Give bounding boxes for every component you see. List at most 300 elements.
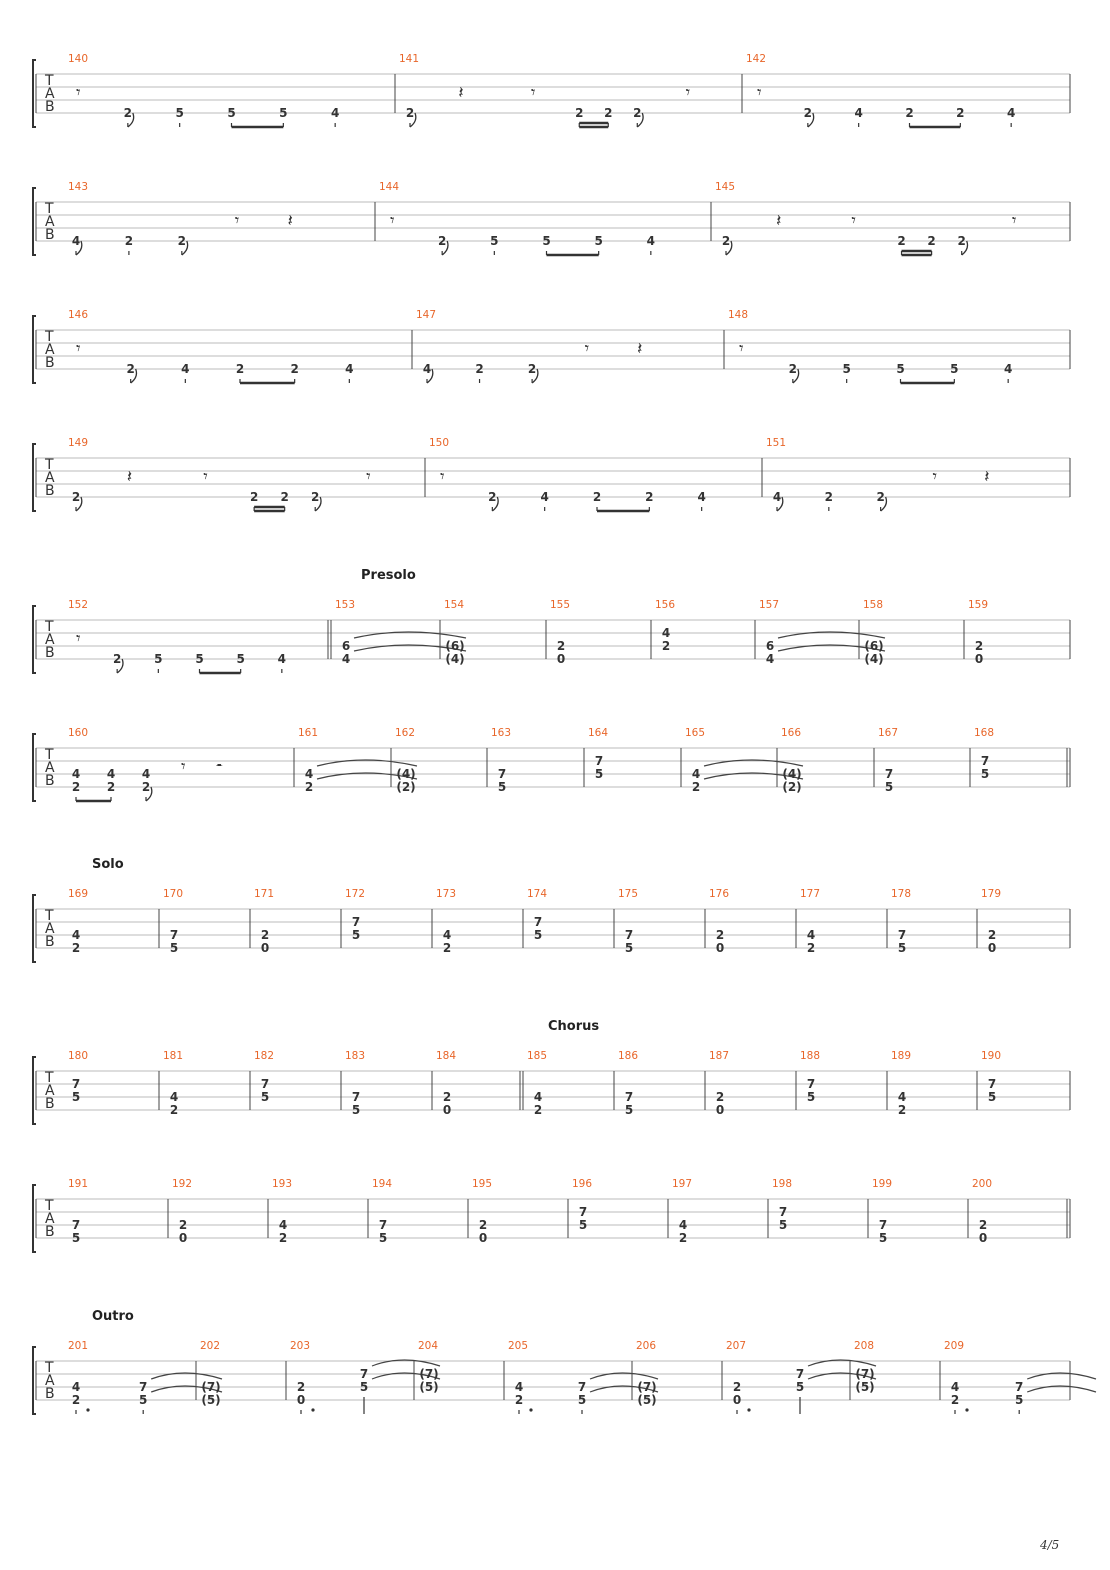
fret-number: 5 bbox=[987, 1090, 997, 1104]
fret-number: 7 bbox=[795, 1367, 805, 1381]
rest-symbol: 𝄾 bbox=[584, 339, 590, 359]
rest-symbol: 𝄾 bbox=[181, 757, 186, 777]
fret-number: 0 bbox=[715, 1103, 725, 1117]
fret-number: 7 bbox=[351, 1090, 361, 1104]
fret-number: (6) bbox=[445, 639, 465, 653]
tab-clef-letter: A bbox=[45, 214, 55, 230]
fret-number: 2 bbox=[905, 106, 914, 120]
measure-number: 193 bbox=[272, 1178, 293, 1190]
measure-number: 167 bbox=[878, 727, 899, 739]
measure-number: 207 bbox=[726, 1340, 747, 1352]
fret-number: (5) bbox=[419, 1380, 439, 1394]
section-label: Presolo bbox=[361, 568, 416, 583]
fret-number: 2 bbox=[897, 234, 906, 248]
tab-clef-letter: T bbox=[45, 747, 54, 763]
fret-number: 2 bbox=[987, 928, 997, 942]
fret-number: 4 bbox=[950, 1380, 960, 1394]
fret-number: 7 bbox=[778, 1205, 788, 1219]
measure-number: 209 bbox=[944, 1340, 965, 1352]
fret-number: 4 bbox=[71, 928, 81, 942]
fret-number: 7 bbox=[71, 1218, 81, 1232]
fret-number: 7 bbox=[897, 928, 907, 942]
fret-number: 5 bbox=[533, 928, 543, 942]
fret-number: 5 bbox=[594, 767, 604, 781]
rest-symbol: 𝄾 bbox=[203, 467, 208, 487]
fret-number: 2 bbox=[806, 941, 816, 955]
fret-number: 2 bbox=[956, 106, 965, 120]
fret-number: 2 bbox=[645, 490, 654, 504]
measure-number: 168 bbox=[974, 727, 995, 739]
fret-number: 2 bbox=[235, 362, 245, 376]
fret-number: 4 bbox=[341, 652, 351, 666]
fret-number: 2 bbox=[178, 1218, 188, 1232]
tab-clef-letter: B bbox=[45, 99, 55, 115]
measure-number: 155 bbox=[550, 599, 571, 611]
fret-number: (2) bbox=[782, 780, 802, 794]
fret-number: 7 bbox=[378, 1218, 388, 1232]
measure-number: 144 bbox=[379, 181, 400, 193]
tab-clef-letter: A bbox=[45, 1083, 55, 1099]
fret-number: 0 bbox=[556, 652, 566, 666]
fret-number: 2 bbox=[788, 362, 798, 376]
fret-number: 5 bbox=[542, 234, 551, 248]
fret-number: 7 bbox=[577, 1380, 587, 1394]
measure-number: 204 bbox=[418, 1340, 439, 1352]
measure-number: 151 bbox=[766, 437, 787, 449]
fret-number: 4 bbox=[141, 767, 151, 781]
rest-symbol: 𝄾 bbox=[757, 83, 762, 103]
tab-clef-letter: T bbox=[45, 1198, 54, 1214]
section-label: Outro bbox=[92, 1309, 134, 1324]
fret-number: 7 bbox=[980, 754, 990, 768]
measure-number: 183 bbox=[345, 1050, 366, 1062]
fret-number: 7 bbox=[578, 1205, 588, 1219]
fret-number: 5 bbox=[1015, 1393, 1024, 1407]
measure-number: 158 bbox=[863, 599, 884, 611]
fret-number: 2 bbox=[514, 1393, 524, 1407]
fret-number: 5 bbox=[980, 767, 990, 781]
fret-number: 2 bbox=[260, 928, 270, 942]
measure-number: 195 bbox=[472, 1178, 493, 1190]
measure-number: 191 bbox=[68, 1178, 89, 1190]
fret-number: 7 bbox=[1015, 1380, 1024, 1394]
fret-number: 2 bbox=[112, 652, 122, 666]
fret-number: 5 bbox=[359, 1380, 369, 1394]
fret-number: 2 bbox=[533, 1103, 543, 1117]
fret-number: 4 bbox=[169, 1090, 179, 1104]
fret-number: 5 bbox=[71, 1231, 81, 1245]
fret-number: 4 bbox=[678, 1218, 688, 1232]
fret-number: 0 bbox=[478, 1231, 488, 1245]
tab-clef-letter: A bbox=[45, 1373, 55, 1389]
fret-number: 2 bbox=[974, 639, 984, 653]
fret-number: (5) bbox=[201, 1393, 221, 1407]
measure-number: 148 bbox=[728, 309, 749, 321]
fret-number: 4 bbox=[765, 652, 775, 666]
fret-number: 2 bbox=[177, 234, 186, 248]
fret-number: 5 bbox=[279, 106, 288, 120]
measure-number: 196 bbox=[572, 1178, 593, 1190]
fret-number: 5 bbox=[490, 234, 499, 248]
fret-number: 7 bbox=[884, 767, 894, 781]
measure-number: 145 bbox=[715, 181, 736, 193]
fret-number: 2 bbox=[126, 362, 135, 376]
page-number: 4/5 bbox=[1040, 1538, 1060, 1552]
tab-clef-letter: A bbox=[45, 760, 55, 776]
measure-number: 194 bbox=[372, 1178, 393, 1190]
fret-number: 2 bbox=[123, 106, 133, 120]
measure-number: 156 bbox=[655, 599, 676, 611]
fret-number: 4 bbox=[533, 1090, 543, 1104]
fret-number: 7 bbox=[260, 1077, 270, 1091]
fret-number: 4 bbox=[442, 928, 452, 942]
fret-number: 4 bbox=[304, 767, 314, 781]
fret-number: 4 bbox=[772, 490, 782, 504]
rest-symbol: 𝄾 bbox=[685, 83, 691, 103]
fret-number: 5 bbox=[351, 928, 361, 942]
tab-clef-letter: T bbox=[45, 329, 54, 345]
fret-number: 5 bbox=[260, 1090, 270, 1104]
tab-clef-letter: T bbox=[45, 73, 54, 89]
rest-symbol: 𝄽 bbox=[458, 83, 464, 103]
measure-number: 149 bbox=[68, 437, 89, 449]
measure-number: 170 bbox=[163, 888, 184, 900]
fret-number: (7) bbox=[855, 1367, 875, 1381]
fret-number: 2 bbox=[437, 234, 447, 248]
fret-number: 7 bbox=[624, 928, 634, 942]
rest-symbol: 𝄾 bbox=[932, 467, 937, 487]
rest-symbol: 𝄾 bbox=[530, 83, 536, 103]
tab-clef-letter: B bbox=[45, 1386, 55, 1402]
fret-number: 0 bbox=[260, 941, 270, 955]
augmentation-dot bbox=[529, 1408, 532, 1411]
measure-number: 157 bbox=[759, 599, 780, 611]
tab-clef-letter: T bbox=[45, 908, 54, 924]
fret-number: 7 bbox=[169, 928, 179, 942]
fret-number: 2 bbox=[957, 234, 966, 248]
measure-number: 165 bbox=[685, 727, 706, 739]
fret-number: (4) bbox=[445, 652, 465, 666]
tab-clef-letter: T bbox=[45, 457, 54, 473]
fret-number: 5 bbox=[351, 1103, 361, 1117]
fret-number: 4 bbox=[697, 490, 706, 504]
fret-number: 2 bbox=[71, 780, 81, 794]
measure-number: 208 bbox=[854, 1340, 875, 1352]
rest-symbol: 𝄾 bbox=[390, 211, 395, 231]
fret-number: 6 bbox=[765, 639, 775, 653]
fret-number: 2 bbox=[169, 1103, 179, 1117]
fret-number: 4 bbox=[71, 1380, 81, 1394]
fret-number: 2 bbox=[442, 1090, 452, 1104]
fret-number: 4 bbox=[422, 362, 432, 376]
fret-number: 7 bbox=[806, 1077, 816, 1091]
fret-number: 2 bbox=[488, 490, 497, 504]
fret-number: 5 bbox=[950, 362, 959, 376]
fret-number: 2 bbox=[106, 780, 116, 794]
tab-clef-letter: T bbox=[45, 201, 54, 217]
measure-number: 202 bbox=[200, 1340, 221, 1352]
rest-symbol: 𝄽 bbox=[287, 211, 293, 231]
fret-number: 5 bbox=[497, 780, 507, 794]
tab-clef-letter: A bbox=[45, 632, 55, 648]
fret-number: 5 bbox=[897, 941, 907, 955]
measure-number: 141 bbox=[399, 53, 420, 65]
fret-number: 7 bbox=[139, 1380, 148, 1394]
measure-number: 180 bbox=[68, 1050, 89, 1062]
fret-number: 0 bbox=[178, 1231, 188, 1245]
augmentation-dot bbox=[965, 1408, 968, 1411]
measure-number: 164 bbox=[588, 727, 609, 739]
augmentation-dot bbox=[86, 1408, 89, 1411]
measure-number: 201 bbox=[68, 1340, 89, 1352]
fret-number: 2 bbox=[678, 1231, 688, 1245]
fret-number: 7 bbox=[497, 767, 507, 781]
fret-number: 0 bbox=[715, 941, 725, 955]
fret-number: 2 bbox=[405, 106, 415, 120]
fret-number: 2 bbox=[575, 106, 584, 120]
measure-number: 159 bbox=[968, 599, 989, 611]
tab-clef-letter: T bbox=[45, 619, 54, 635]
measure-number: 184 bbox=[436, 1050, 457, 1062]
fret-number: 4 bbox=[691, 767, 701, 781]
fret-number: 4 bbox=[854, 106, 863, 120]
fret-number: 2 bbox=[124, 234, 134, 248]
fret-number: 2 bbox=[604, 106, 613, 120]
fret-number: 4 bbox=[278, 1218, 288, 1232]
fret-number: 2 bbox=[927, 234, 936, 248]
tab-clef-letter: B bbox=[45, 355, 55, 371]
fret-number: 2 bbox=[290, 362, 299, 376]
fret-number: 5 bbox=[71, 1090, 81, 1104]
fret-number: 5 bbox=[236, 652, 245, 666]
fret-number: 5 bbox=[169, 941, 179, 955]
tab-clef-letter: A bbox=[45, 921, 55, 937]
fret-number: 4 bbox=[806, 928, 816, 942]
fret-number: 5 bbox=[896, 362, 905, 376]
fret-number: 5 bbox=[139, 1393, 148, 1407]
rest-symbol: 𝄾 bbox=[234, 211, 240, 231]
fret-number: 5 bbox=[578, 1218, 588, 1232]
tab-clef-letter: B bbox=[45, 1096, 55, 1112]
augmentation-dot bbox=[747, 1408, 750, 1411]
measure-number: 178 bbox=[891, 888, 912, 900]
measure-number: 188 bbox=[800, 1050, 821, 1062]
fret-number: 5 bbox=[378, 1231, 388, 1245]
fret-number: 2 bbox=[592, 490, 602, 504]
measure-number: 173 bbox=[436, 888, 457, 900]
augmentation-dot bbox=[311, 1408, 314, 1411]
measure-number: 152 bbox=[68, 599, 89, 611]
fret-number: 2 bbox=[71, 1393, 81, 1407]
measure-number: 187 bbox=[709, 1050, 730, 1062]
measure-number: 172 bbox=[345, 888, 366, 900]
measure-number: 185 bbox=[527, 1050, 548, 1062]
fret-number: 4 bbox=[106, 767, 116, 781]
fret-number: 2 bbox=[978, 1218, 988, 1232]
measure-number: 206 bbox=[636, 1340, 657, 1352]
fret-number: (5) bbox=[855, 1380, 875, 1394]
rest-symbol: 𝄽 bbox=[984, 467, 990, 487]
fret-number: 7 bbox=[987, 1077, 997, 1091]
fret-number: 4 bbox=[897, 1090, 907, 1104]
tab-clef-letter: A bbox=[45, 86, 55, 102]
fret-number: 2 bbox=[556, 639, 566, 653]
measure-number: 161 bbox=[298, 727, 319, 739]
fret-number: 2 bbox=[721, 234, 731, 248]
fret-number: (7) bbox=[419, 1367, 439, 1381]
fret-number: 0 bbox=[732, 1393, 742, 1407]
fret-number: 2 bbox=[633, 106, 642, 120]
fret-number: 4 bbox=[71, 234, 81, 248]
fret-number: 4 bbox=[277, 652, 287, 666]
tab-clef-letter: T bbox=[45, 1070, 54, 1086]
measure-number: 175 bbox=[618, 888, 639, 900]
fret-number: 2 bbox=[311, 490, 320, 504]
fret-number: 7 bbox=[351, 915, 361, 929]
fret-number: 5 bbox=[624, 941, 634, 955]
fret-number: 2 bbox=[475, 362, 484, 376]
fret-number: 2 bbox=[527, 362, 537, 376]
fret-number: 5 bbox=[227, 106, 236, 120]
fret-number: 5 bbox=[778, 1218, 788, 1232]
measure-number: 203 bbox=[290, 1340, 311, 1352]
measure-number: 143 bbox=[68, 181, 89, 193]
fret-number: 7 bbox=[71, 1077, 81, 1091]
rest-symbol: 𝄾 bbox=[76, 83, 81, 103]
fret-number: (7) bbox=[201, 1380, 221, 1394]
rest-symbol: 𝄾 bbox=[440, 467, 445, 487]
rest-symbol: 𝄾 bbox=[366, 467, 371, 487]
fret-number: 4 bbox=[540, 490, 549, 504]
fret-number: 5 bbox=[884, 780, 894, 794]
fret-number: 5 bbox=[795, 1380, 805, 1394]
fret-number: 5 bbox=[806, 1090, 816, 1104]
measure-number: 146 bbox=[68, 309, 89, 321]
tab-clef-letter: B bbox=[45, 934, 55, 950]
rest-symbol: 𝄾 bbox=[1011, 211, 1017, 231]
rest-symbol: 𝄾 bbox=[76, 339, 81, 359]
measure-number: 197 bbox=[672, 1178, 693, 1190]
rest-symbol: 𝄽 bbox=[637, 339, 643, 359]
measure-number: 186 bbox=[618, 1050, 639, 1062]
measure-number: 174 bbox=[527, 888, 548, 900]
fret-number: 4 bbox=[646, 234, 656, 248]
measure-number: 189 bbox=[891, 1050, 912, 1062]
tab-clef-letter: A bbox=[45, 470, 55, 486]
fret-number: 2 bbox=[950, 1393, 960, 1407]
fret-number: 4 bbox=[345, 362, 354, 376]
measure-number: 163 bbox=[491, 727, 512, 739]
fret-number: 4 bbox=[514, 1380, 524, 1394]
measure-number: 160 bbox=[68, 727, 89, 739]
measure-number: 147 bbox=[416, 309, 437, 321]
fret-number: 5 bbox=[175, 106, 184, 120]
measure-number: 140 bbox=[68, 53, 89, 65]
tab-clef-letter: B bbox=[45, 773, 55, 789]
measure-number: 171 bbox=[254, 888, 275, 900]
fret-number: 7 bbox=[359, 1367, 369, 1381]
fret-number: 2 bbox=[296, 1380, 306, 1394]
fret-number: 6 bbox=[341, 639, 351, 653]
fret-number: 7 bbox=[624, 1090, 634, 1104]
fret-number: 5 bbox=[195, 652, 204, 666]
fret-number: 2 bbox=[249, 490, 259, 504]
fret-number: 2 bbox=[897, 1103, 907, 1117]
fret-number: 5 bbox=[594, 234, 603, 248]
measure-number: 176 bbox=[709, 888, 730, 900]
tab-clef-letter: B bbox=[45, 227, 55, 243]
tab-clef-letter: A bbox=[45, 1211, 55, 1227]
rest-symbol: 𝄽 bbox=[776, 211, 782, 231]
rest-symbol: 𝄾 bbox=[739, 339, 744, 359]
measure-number: 153 bbox=[335, 599, 356, 611]
fret-number: 7 bbox=[878, 1218, 888, 1232]
fret-number: 5 bbox=[878, 1231, 888, 1245]
section-label: Chorus bbox=[548, 1019, 600, 1034]
measure-number: 198 bbox=[772, 1178, 793, 1190]
fret-number: 2 bbox=[803, 106, 813, 120]
measure-number: 190 bbox=[981, 1050, 1002, 1062]
fret-number: 2 bbox=[71, 490, 81, 504]
fret-number: 2 bbox=[661, 639, 671, 653]
fret-number: 7 bbox=[594, 754, 604, 768]
fret-number: 2 bbox=[304, 780, 314, 794]
fret-number: (4) bbox=[864, 652, 884, 666]
measure-number: 192 bbox=[172, 1178, 193, 1190]
fret-number: 4 bbox=[661, 626, 671, 640]
fret-number: 0 bbox=[442, 1103, 452, 1117]
fret-number: 5 bbox=[154, 652, 163, 666]
measure-number: 200 bbox=[972, 1178, 993, 1190]
fret-number: 5 bbox=[624, 1103, 634, 1117]
measure-number: 166 bbox=[781, 727, 802, 739]
fret-number: 5 bbox=[577, 1393, 587, 1407]
tab-clef-letter: B bbox=[45, 1224, 55, 1240]
measure-number: 181 bbox=[163, 1050, 184, 1062]
fret-number: 2 bbox=[280, 490, 289, 504]
tab-clef-letter: A bbox=[45, 342, 55, 358]
fret-number: 4 bbox=[330, 106, 340, 120]
fret-number: 0 bbox=[987, 941, 997, 955]
fret-number: 0 bbox=[978, 1231, 988, 1245]
fret-number: 2 bbox=[824, 490, 833, 504]
fret-number: 2 bbox=[478, 1218, 488, 1232]
measure-number: 150 bbox=[429, 437, 450, 449]
measure-number: 142 bbox=[746, 53, 767, 65]
fret-number: 2 bbox=[715, 1090, 725, 1104]
measure-number: 162 bbox=[395, 727, 416, 739]
fret-number: 2 bbox=[71, 941, 81, 955]
rest-symbol: 𝄾 bbox=[76, 629, 81, 649]
rest-symbol: 𝄾 bbox=[851, 211, 856, 231]
measure-number: 205 bbox=[508, 1340, 529, 1352]
measure-number: 154 bbox=[444, 599, 465, 611]
fret-number: 2 bbox=[141, 780, 151, 794]
fret-number: 0 bbox=[974, 652, 984, 666]
tab-clef-letter: B bbox=[45, 483, 55, 499]
measure-number: 199 bbox=[872, 1178, 893, 1190]
fret-number: 5 bbox=[842, 362, 851, 376]
fret-number: 2 bbox=[715, 928, 725, 942]
fret-number: 2 bbox=[876, 490, 885, 504]
fret-number: 7 bbox=[533, 915, 543, 929]
rest-symbol: 𝄼 bbox=[216, 757, 223, 777]
measure-number: 169 bbox=[68, 888, 89, 900]
fret-number: 4 bbox=[181, 362, 190, 376]
fret-number: (6) bbox=[864, 639, 884, 653]
fret-number: (4) bbox=[782, 767, 802, 781]
section-label: Solo bbox=[92, 857, 124, 872]
